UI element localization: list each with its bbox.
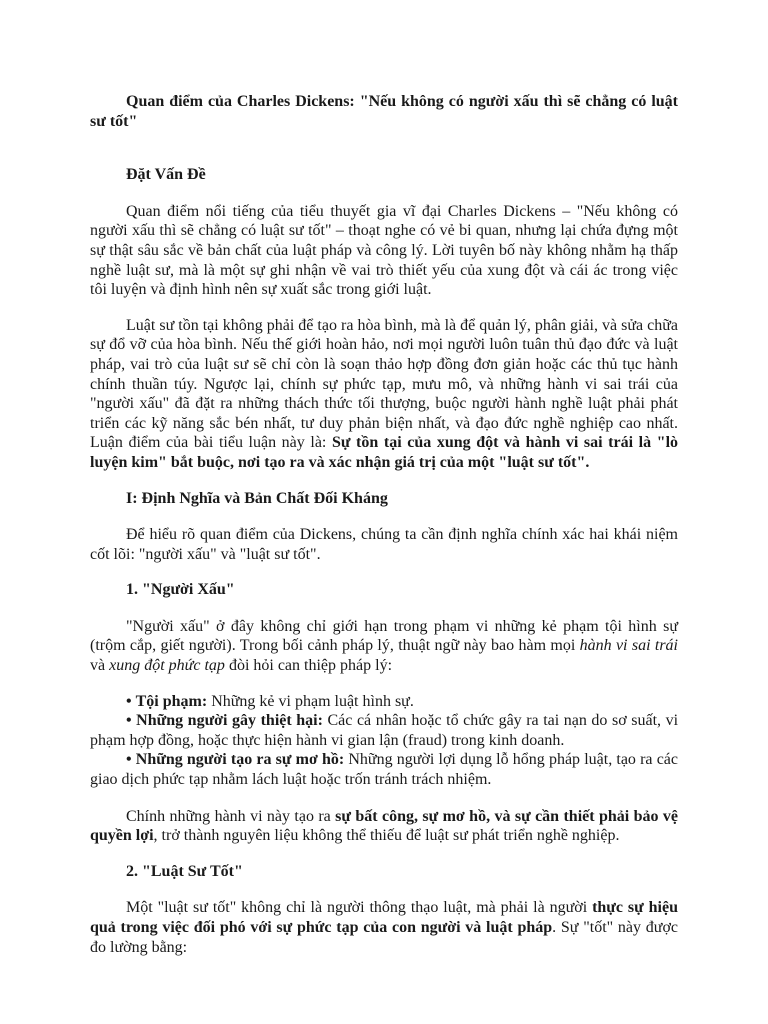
subsection-heading-luat-su-tot: 2. "Luật Sư Tốt" [126, 862, 243, 880]
document-page [90, 92, 678, 973]
bullet-icon: • [126, 692, 132, 710]
list-item [90, 711, 678, 750]
section-heading-intro: Đặt Vấn Đề [126, 166, 206, 184]
bullet-list [90, 692, 678, 790]
bullet-text: Những kẻ vi phạm luật hình sự. [207, 692, 414, 710]
bullet-term: Những người tạo ra sự mơ hồ: [135, 751, 345, 769]
list-item [90, 692, 678, 712]
subsection-heading-nguoi-xau: 1. "Người Xấu" [126, 581, 235, 599]
intro-paragraph-2-text: Luật sư tồn tại không phải để tạo ra hòa bình, mà là để quản lý, phân giải, và sửa chữa sự đổ vỡ của hòa bình. Nếu thế giới hoàn hảo, nơi mọi người luôn tuân thủ đạo đức và luật pháp, vai trò của luật sư sẽ chỉ còn là soạn thảo hợp đồng đơn giản hoặc các thủ tục hành chính thuần túy. Ngược lại, chính sự phức tạp, mưu mô, và những hành vi sai trái của "người xấu" đã đặt ra những thách thức tối thượng, buộc người hành nghề luật phải phát triển các kỹ năng sắc bén nhất, tư duy phản biện nhất, và đạo đức nghề nghiệp cao nhất. Luận điểm của bài tiểu luận này là: [90, 316, 678, 452]
text-segment: . Sự "tốt" này được đo lường bằng: [90, 919, 679, 956]
intro-paragraph-2 [90, 316, 678, 473]
text-segment: , trở thành nguyên liệu không thể thiếu để luật sư phát triển nghề nghiệp. [153, 827, 620, 845]
italic-term-hanh-vi-sai-trai: hành vi sai trái [579, 637, 678, 655]
subsection-1-paragraph-1 [90, 617, 678, 676]
subsection-2-paragraph-1 [90, 898, 678, 957]
italic-term-xung-dot: xung đột phức tạp [109, 657, 225, 675]
text-segment: và [90, 657, 110, 675]
text-segment: đòi hỏi can thiệp pháp lý: [224, 657, 393, 675]
text-segment: "Người xấu" ở đây không chỉ giới hạn trong phạm vi những kẻ phạm tội hình sự (trộm cắp, giết người). Trong bối cảnh pháp lý, thuật ngữ này bao hàm mọi [90, 617, 678, 655]
text-segment: Chính những hành vi này tạo ra [126, 807, 336, 825]
bullet-term: Những người gây thiệt hại: [136, 712, 323, 730]
section-heading-1: I: Định Nghĩa và Bản Chất Đối Kháng [126, 489, 388, 507]
bullet-icon: • [126, 712, 132, 730]
thesis-statement: Sự tồn tại của xung đột và hành vi sai trái là "lò luyện kim" bắt buộc, nơi tạo ra và xác nhận giá trị của một "luật sư tốt". [90, 434, 679, 471]
document-title: Quan điểm của Charles Dickens: "Nếu không có người xấu thì sẽ chẳng có luật sư tốt" [90, 93, 678, 130]
section-1-paragraph: Để hiểu rõ quan điểm của Dickens, chúng ta cần định nghĩa chính xác hai khái niệm cốt lõi: "người xấu" và "luật sư tốt". [90, 526, 678, 563]
intro-paragraph-1: Quan điểm nổi tiếng của tiểu thuyết gia vĩ đại Charles Dickens – "Nếu không có người xấu thì sẽ chẳng có luật sư tốt" – thoạt nghe có vẻ bi quan, nhưng lại chứa đựng một sự thật sâu sắc về bản chất của luật pháp và công lý. Lời tuyên bố này không nhằm hạ thấp nghề luật sư, mà là một sự ghi nhận về vai trò thiết yếu của xung đột và cái ác trong việc tôi luyện và định hình nên sự xuất sắc trong giới luật. [90, 202, 678, 299]
list-item [90, 750, 678, 789]
bullet-text: Những người lợi dụng lỗ hổng pháp luật, tạo ra các giao dịch phức tạp nhằm lách luật hoặc trốn tránh trách nhiệm. [90, 751, 678, 789]
bullet-text: Các cá nhân hoặc tổ chức gây ra tai nạn do sơ suất, vi phạm hợp đồng, hoặc thực hiện hành vi gian lận (fraud) trong kinh doanh. [90, 712, 679, 749]
bold-phrase: sự bất công, sự mơ hồ, và sự cần thiết phải bảo vệ quyền lợi [90, 807, 678, 845]
text-segment: Một "luật sư tốt" không chỉ là người thông thạo luật, mà phải là người [126, 899, 593, 917]
bullet-term: Tội phạm: [135, 692, 208, 710]
subsection-1-paragraph-2 [90, 807, 678, 846]
bold-phrase: thực sự hiệu quả trong việc đối phó với sự phức tạp của con người và luật pháp [90, 899, 679, 936]
bullet-icon: • [126, 751, 132, 769]
